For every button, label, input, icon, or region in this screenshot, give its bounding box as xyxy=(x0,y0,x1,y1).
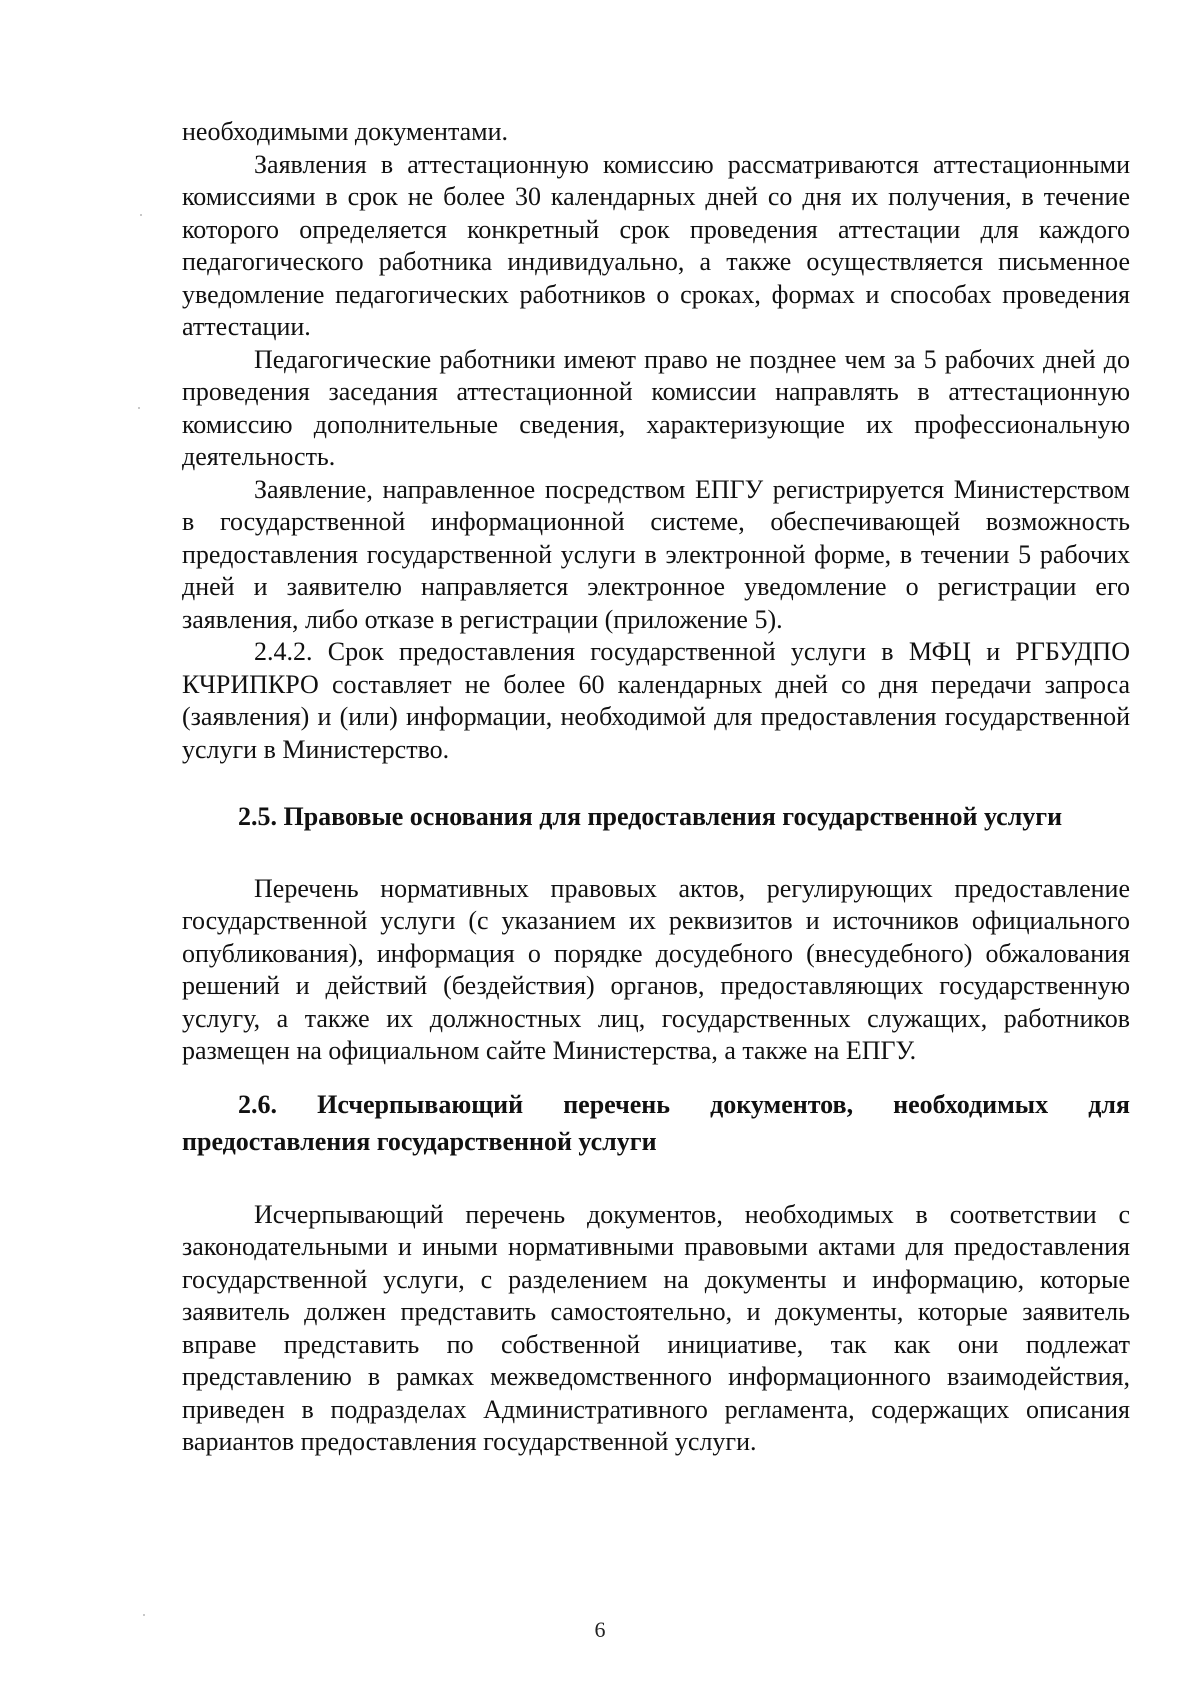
paragraph-legal-basis: Перечень нормативных правовых актов, регулирующих предоставление государственной услуги (с указанием их реквизитов и источников официального опубликования), информация о порядке досудебного (внесудебного) обжалования решений и действий (бездействия) органов, предоставляющих государственную услугу, а также их должностных лиц, государственных служащих, работников размещен на официальном сайте Министерства, а также на ЕПГУ. xyxy=(182,873,1130,1065)
document-body xyxy=(182,116,1130,1459)
page-number: 6 xyxy=(594,1617,606,1642)
scan-speck xyxy=(138,407,140,409)
paragraph-2-4-2: 2.4.2. Срок предоставления государственной услуги в МФЦ и РГБУДПО КЧРИПКРО составляет не более 60 календарных дней со дня передачи запроса (заявления) и (или) информации, необходимой для предоставления государственной услуги в Министерство. xyxy=(182,637,1130,764)
paragraph-epgu-registration: Заявление, направленное посредством ЕПГУ регистрируется Министерством в государственной информационной системе, обеспечивающей возможность предоставления государственной услуги в электронной форме, в течении 5 рабочих дней и заявителю направляется электронное уведомление о регистрации его заявления, либо отказе в регистрации (приложение 5). xyxy=(182,474,1130,634)
paragraph-continuation: необходимыми документами. xyxy=(182,117,509,146)
section-heading-2-6: 2.6. Исчерпывающий перечень документов, необходимых для предоставления государственной услуги xyxy=(182,1089,1130,1156)
paragraph-additional-info: Педагогические работники имеют право не позднее чем за 5 рабочих дней до проведения заседания аттестационной комиссии направлять в аттестационную комиссию дополнительные сведения, характеризующие их профессиональную деятельность. xyxy=(182,344,1130,471)
paragraph-applications-review: Заявления в аттестационную комиссию рассматриваются аттестационными комиссиями в срок не более 30 календарных дней со дня их получения, в течение которого определяется конкретный срок проведения аттестации для каждого педагогического работника индивидуально, а также осуществляется письменное уведомление педагогических работников о сроках, формах и способах проведения аттестации. xyxy=(182,149,1130,341)
scan-speck xyxy=(140,214,142,216)
paragraph-documents-list: Исчерпывающий перечень документов, необходимых в соответствии с законодательными и иными нормативными правовыми актами для предоставления государственной услуги, с разделением на документы и информацию, которые заявитель должен представить самостоятельно, и документы, которые заявитель вправе представить по собственной инициативе, так как они подлежат представлению в рамках межведомственного информационного взаимодействия, приведен в подразделах Административного регламента, содержащих описания вариантов предоставления государственной услуги. xyxy=(182,1199,1130,1456)
scan-speck xyxy=(143,1614,145,1616)
section-heading-2-5: 2.5. Правовые основания для предоставления государственной услуги xyxy=(238,802,1063,831)
